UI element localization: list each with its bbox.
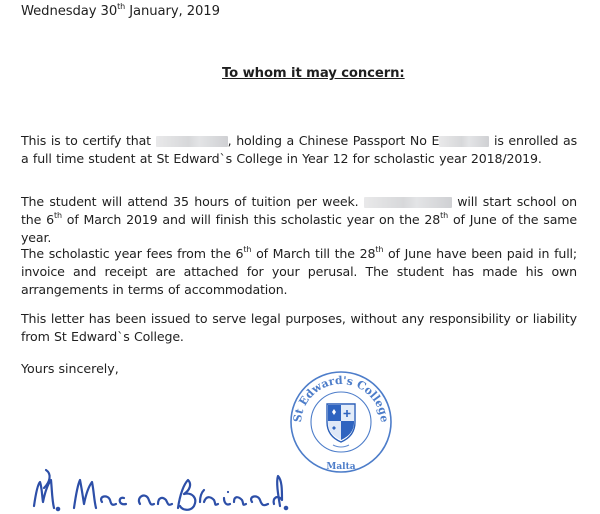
paragraph-tuition: The student will attend 35 hours of tuition per week. will start school on the 6th of March 2019 and will finish this scholastic year on the 28th of June of the same year. — [21, 194, 577, 245]
letter-date — [21, 1, 220, 19]
paragraph-legal-purpose: This letter has been issued to serve legal purposes, without any responsibility or liability from St Edward`s College. — [21, 311, 577, 344]
redacted-name — [156, 136, 228, 147]
college-seal-stamp — [287, 368, 395, 476]
seal-scroll-icon — [333, 445, 349, 447]
paragraph-fees: The scholastic year fees from the 6th of March till the 28th of June have been paid in full; invoice and receipt are attached for your perusal. The student has made his own arrangements in terms of accommodation. — [21, 244, 577, 297]
closing-salutation: Yours sincerely, — [21, 361, 119, 376]
letter-heading: To whom it may concern: — [222, 66, 405, 81]
date-day: Wednesday 30 — [21, 4, 118, 19]
handwritten-signature — [28, 462, 293, 514]
seal-shield-icon — [327, 404, 355, 442]
redacted-name — [364, 197, 452, 208]
seal-ring-text: St Edward's College — [290, 373, 392, 424]
seal-bottom-text: Malta — [326, 462, 356, 472]
date-day-suffix: th — [117, 1, 126, 11]
paragraph-certification: This is to certify that , holding a Chinese Passport No E is enrolled as a full time student at St Edward`s College in Year 12 for scholastic year 2018/2019. — [21, 133, 577, 166]
date-month-year: January, 2019 — [125, 4, 220, 19]
redacted-passport-number — [439, 136, 489, 147]
